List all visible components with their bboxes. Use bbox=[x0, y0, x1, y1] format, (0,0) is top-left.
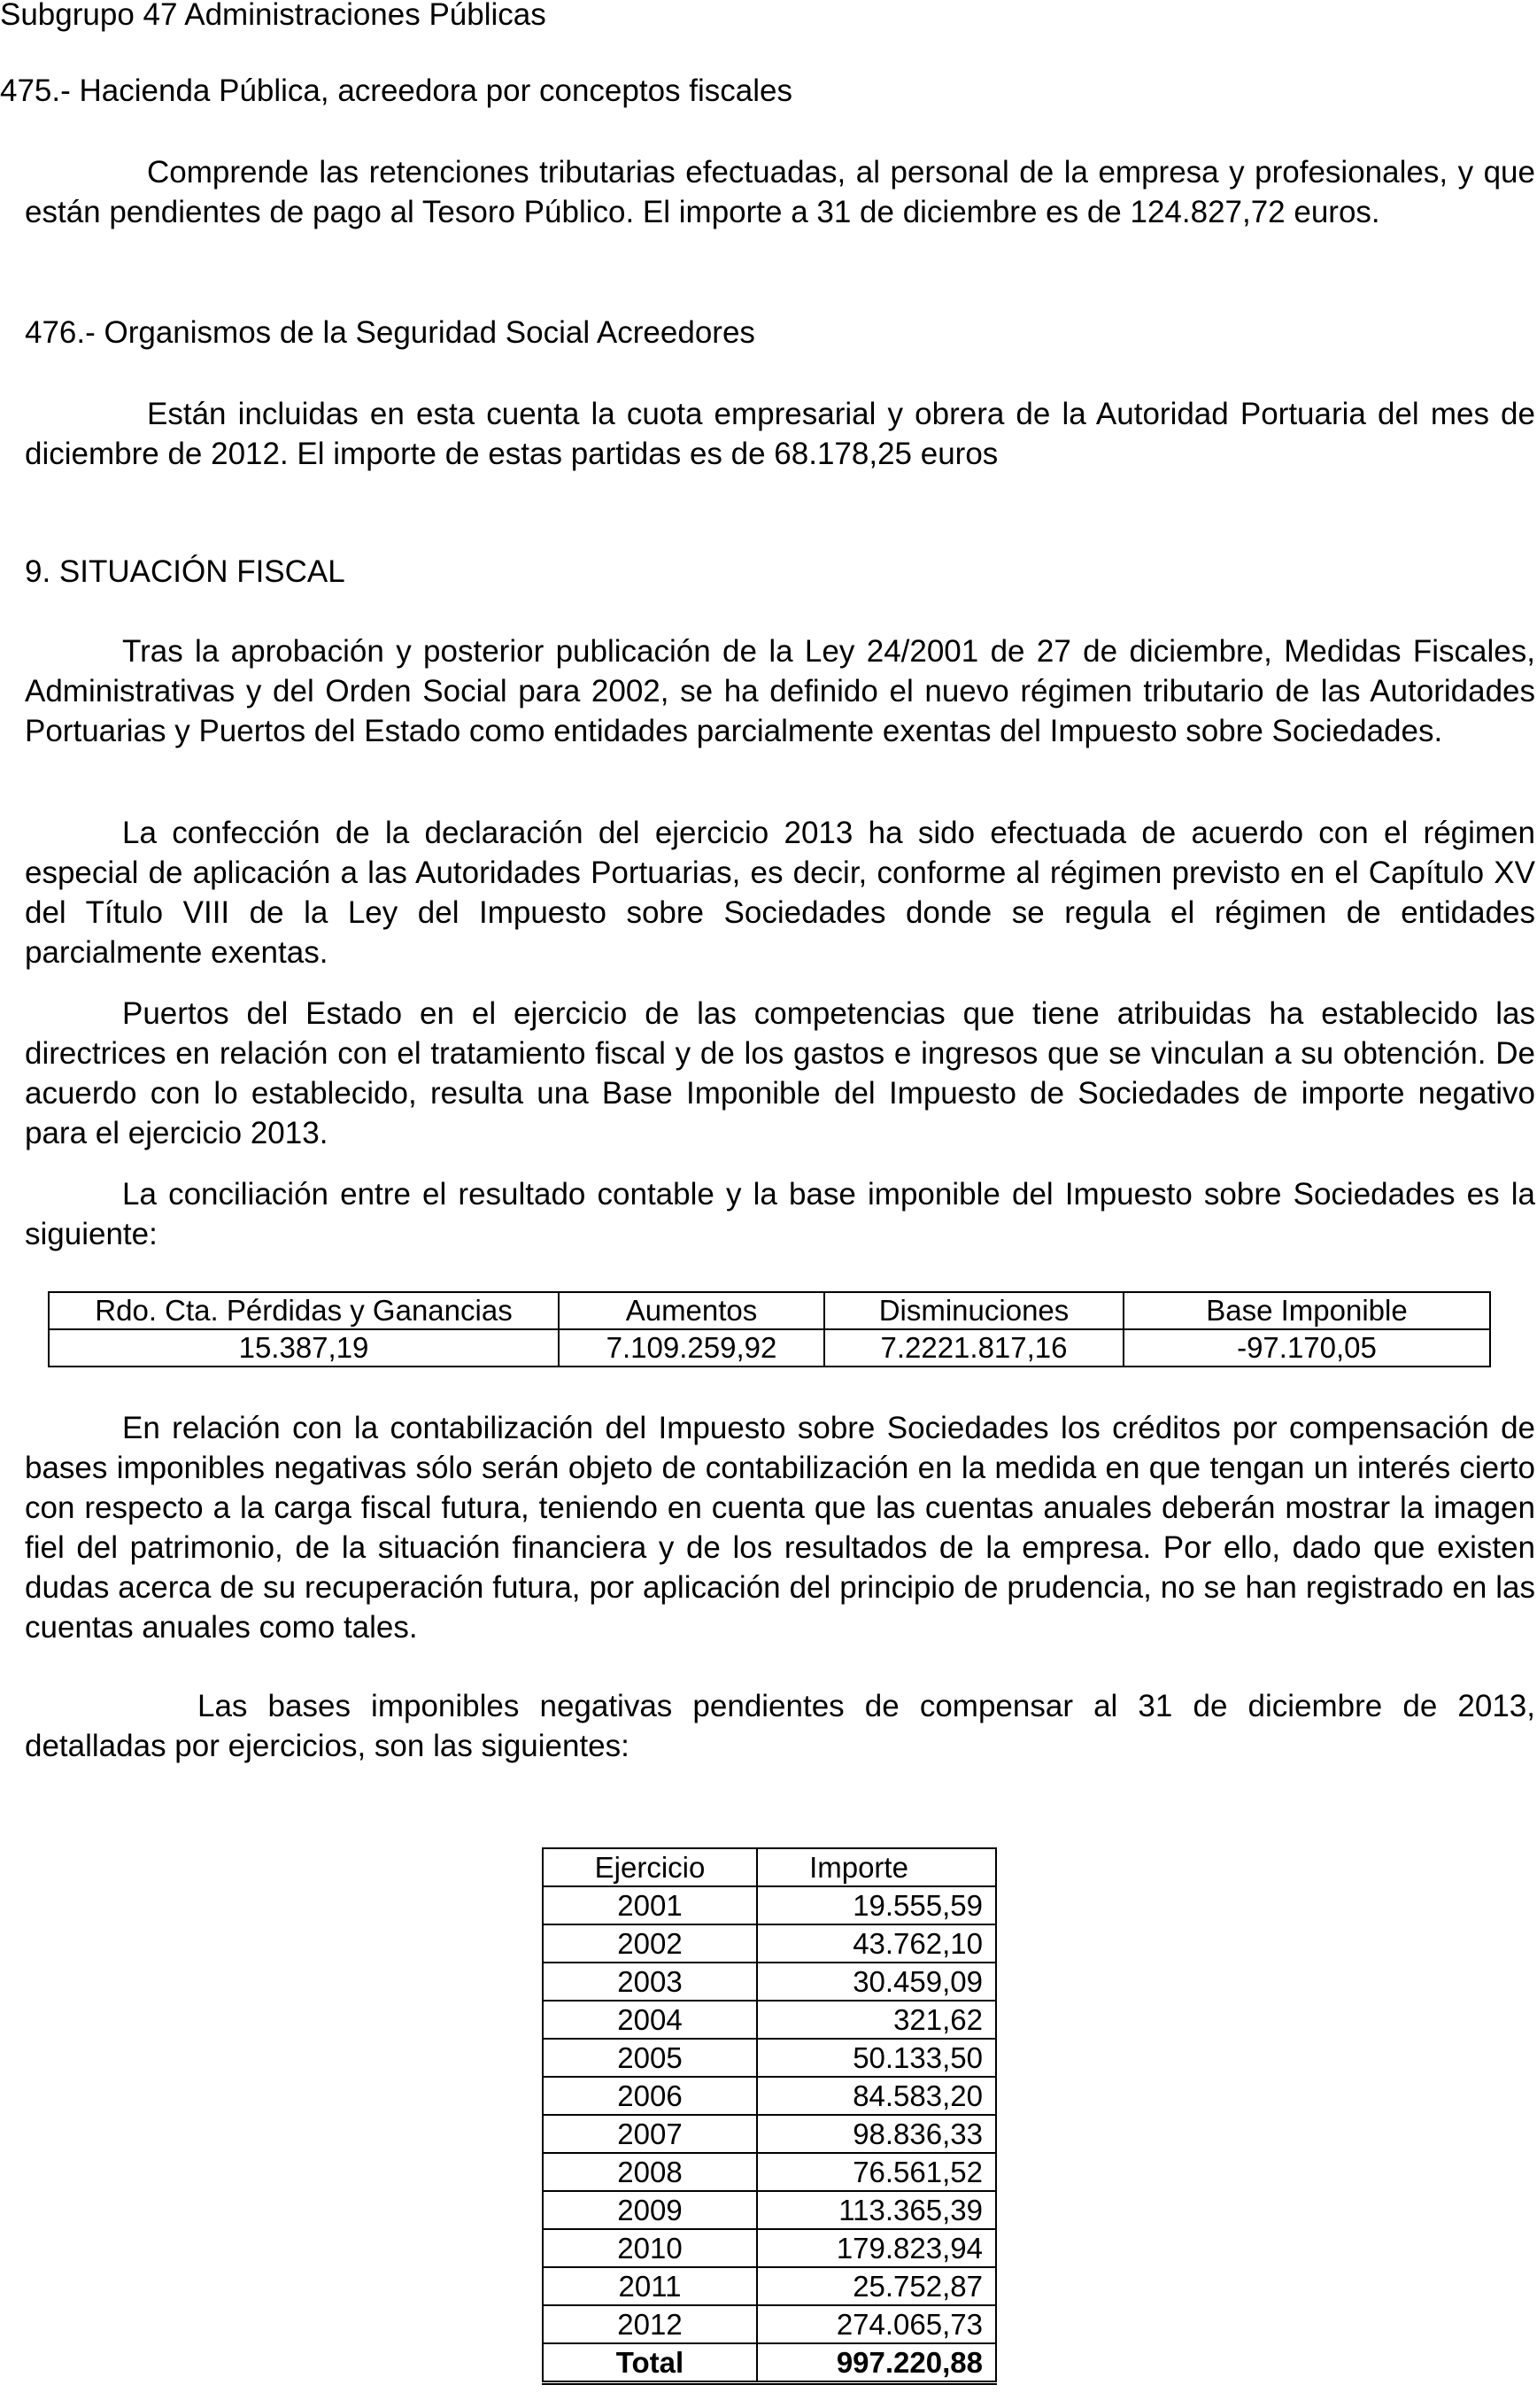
fiscal-paragraph-3: Puertos del Estado en el ejercicio de las competencias que tiene atribuidas ha establecido las directrices en relación con el tratamiento fiscal y de los gastos e ingresos que se vinculan a su obtención. De acuerdo con lo establecido, resulta una Base Imponible del Impuesto de Sociedades de importe negativo para el ejercicio 2013. bbox=[25, 996, 1535, 1150]
conciliation-header-cell: Base Imponible bbox=[1124, 1292, 1490, 1329]
bases-row bbox=[543, 1963, 996, 2001]
bases-year-cell: 2003 bbox=[543, 1963, 757, 2001]
bases-row bbox=[543, 2077, 996, 2115]
bases-amount-cell: 321,62 bbox=[757, 2001, 996, 2039]
conciliation-data-row bbox=[49, 1329, 1490, 1367]
section-475-title: 475.- Hacienda Pública, acreedora por conceptos fiscales bbox=[0, 74, 792, 108]
bases-year-cell: 2005 bbox=[543, 2039, 757, 2077]
bases-amount-cell: 274.065,73 bbox=[757, 2305, 996, 2343]
conciliation-cell: 15.387,19 bbox=[49, 1329, 559, 1367]
fiscal-paragraph-2: La confección de la declaración del ejercicio 2013 ha sido efectuada de acuerdo con el régimen especial de aplicación a las Autoridades Portuarias, es decir, conforme al régimen previsto en el Capítulo XV del Título VIII de la Ley del Impuesto sobre Sociedades donde se regula el régimen de entidades parcialmente exentas. bbox=[25, 816, 1535, 970]
bases-row bbox=[543, 2001, 996, 2039]
bases-amount-cell: 84.583,20 bbox=[757, 2077, 996, 2115]
bases-row bbox=[543, 2153, 996, 2191]
bases-year-cell: 2010 bbox=[543, 2229, 757, 2267]
bases-amount-cell: 30.459,09 bbox=[757, 1963, 996, 2001]
bases-amount-cell: 50.133,50 bbox=[757, 2039, 996, 2077]
bases-row bbox=[543, 2191, 996, 2229]
bases-row bbox=[543, 2039, 996, 2077]
conciliation-cell: 7.2221.817,16 bbox=[824, 1329, 1124, 1367]
conciliation-header-row bbox=[49, 1292, 1490, 1329]
bases-table bbox=[542, 1847, 997, 2385]
bases-amount-cell: 19.555,59 bbox=[757, 1886, 996, 1924]
bases-year-cell: 2011 bbox=[543, 2267, 757, 2305]
conciliation-header-cell: Disminuciones bbox=[824, 1292, 1124, 1329]
bases-amount-cell: 113.365,39 bbox=[757, 2191, 996, 2229]
bases-year-cell: 2012 bbox=[543, 2305, 757, 2343]
section-475-paragraph: Comprende las retenciones tributarias efectuadas, al personal de la empresa y profesionales, y que están pendientes de pago al Tesoro Público. El importe a 31 de diciembre es de 124.827,72 euros. bbox=[25, 155, 1535, 229]
bases-amount-cell: 179.823,94 bbox=[757, 2229, 996, 2267]
conciliation-cell: 7.109.259,92 bbox=[559, 1329, 824, 1367]
bases-total-label: Total bbox=[543, 2343, 757, 2383]
fiscal-paragraph-1: Tras la aprobación y posterior publicación de la Ley 24/2001 de 27 de diciembre, Medidas Fiscales, Administrativas y del Orden Social para 2002, se ha definido el nuevo régimen tributario de las Autoridades Portuarias y Puertos del Estado como entidades parcialmente exentas del Impuesto sobre Sociedades. bbox=[25, 634, 1535, 748]
bases-year-cell: 2006 bbox=[543, 2077, 757, 2115]
accounting-paragraph: En relación con la contabilización del Impuesto sobre Sociedades los créditos por compensación de bases imponibles negativas sólo serán objeto de contabilización en la medida en que tengan un interés cierto con respecto a la carga fiscal futura, teniendo en cuenta que las cuentas anuales deberán mostrar la imagen fiel del patrimonio, de la situación financiera y de los resultados de la empresa. Por ello, dado que existen dudas acerca de su recuperación futura, por aplicación del principio de prudencia, no se han registrado en las cuentas anuales como tales. bbox=[25, 1411, 1535, 1645]
bases-year-cell: 2001 bbox=[543, 1886, 757, 1924]
bases-row bbox=[543, 2305, 996, 2343]
conciliation-header-cell: Aumentos bbox=[559, 1292, 824, 1329]
bases-amount-cell: 76.561,52 bbox=[757, 2153, 996, 2191]
bases-header-cell: Importe bbox=[757, 1848, 996, 1886]
conciliation-header-cell: Rdo. Cta. Pérdidas y Ganancias bbox=[49, 1292, 559, 1329]
bases-intro-paragraph: Las bases imponibles negativas pendientes de compensar al 31 de diciembre de 2013, detalladas por ejercicios, son las siguientes: bbox=[25, 1689, 1535, 1763]
bases-row bbox=[543, 1924, 996, 1963]
conciliation-table bbox=[48, 1291, 1491, 1367]
bases-year-cell: 2002 bbox=[543, 1924, 757, 1963]
subgroup-heading: Subgrupo 47 Administraciones Públicas bbox=[0, 0, 546, 32]
section-476-title: 476.- Organismos de la Seguridad Social Acreedores bbox=[25, 315, 755, 350]
bases-amount-cell: 43.762,10 bbox=[757, 1924, 996, 1963]
bases-year-cell: 2008 bbox=[543, 2153, 757, 2191]
bases-total-row bbox=[543, 2343, 996, 2383]
bases-year-cell: 2007 bbox=[543, 2115, 757, 2153]
bases-header-row bbox=[543, 1848, 996, 1886]
bases-total-amount: 997.220,88 bbox=[757, 2343, 996, 2383]
bases-year-cell: 2009 bbox=[543, 2191, 757, 2229]
bases-row bbox=[543, 2267, 996, 2305]
bases-header-cell: Ejercicio bbox=[543, 1848, 757, 1886]
bases-amount-cell: 25.752,87 bbox=[757, 2267, 996, 2305]
bases-amount-cell: 98.836,33 bbox=[757, 2115, 996, 2153]
conciliation-cell: -97.170,05 bbox=[1124, 1329, 1490, 1367]
bases-row bbox=[543, 2229, 996, 2267]
section-9-title: 9. SITUACIÓN FISCAL bbox=[25, 554, 345, 589]
bases-row bbox=[543, 2115, 996, 2153]
bases-row bbox=[543, 1886, 996, 1924]
bases-year-cell: 2004 bbox=[543, 2001, 757, 2039]
fiscal-paragraph-4: La conciliación entre el resultado contable y la base imponible del Impuesto sobre Sociedades es la siguiente: bbox=[25, 1177, 1535, 1251]
section-476-paragraph: Están incluidas en esta cuenta la cuota empresarial y obrera de la Autoridad Portuaria del mes de diciembre de 2012. El importe de estas partidas es de 68.178,25 euros bbox=[25, 397, 1535, 471]
